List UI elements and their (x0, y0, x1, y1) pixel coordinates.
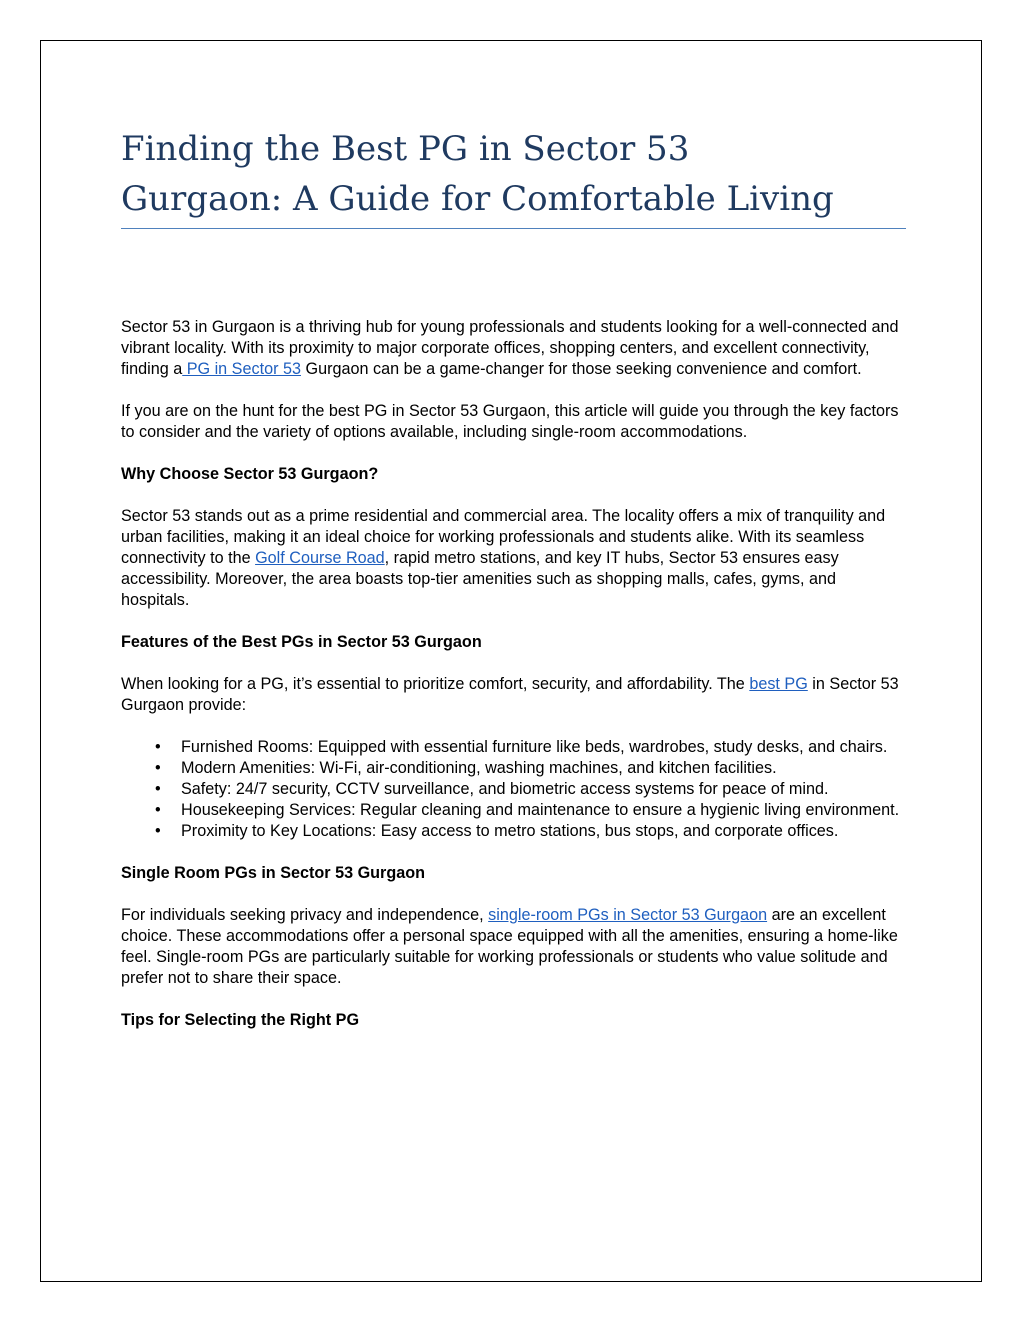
bullet-icon: • (155, 801, 161, 819)
single-text-after: are an excellent choice. These accommodations offer a personal space equipped with all the amenities, ensuring a home-like feel. Single-room PGs are particularly suitable for working professionals or students who value solitude and prefer not to share their space. (121, 906, 898, 987)
list-item (155, 800, 906, 821)
document-title (121, 124, 906, 229)
list-item-text: Furnished Rooms: Equipped with essential furniture like beds, wardrobes, study desks, and chairs. (181, 738, 888, 756)
heading-tips: Tips for Selecting the Right PG (121, 1011, 360, 1029)
features-list (121, 737, 906, 842)
golf-course-road-link[interactable]: Golf Course Road (255, 549, 385, 567)
features-text-after: in Sector 53 Gurgaon provide: (121, 675, 899, 714)
title-line-1: Finding the Best PG in Sector 53 (121, 129, 690, 169)
why-paragraph (121, 506, 906, 611)
bullet-icon: • (155, 759, 161, 777)
bullet-icon: • (155, 738, 161, 756)
heading-features: Features of the Best PGs in Sector 53 Gurgaon (121, 633, 482, 651)
title-line-2: Gurgaon: A Guide for Comfortable Living (121, 179, 834, 219)
list-item-text: Housekeeping Services: Regular cleaning and maintenance to ensure a hygienic living environment. (181, 801, 900, 819)
list-item (155, 758, 906, 779)
intro-paragraph-1 (121, 317, 906, 380)
bullet-icon: • (155, 822, 161, 840)
heading-single-room: Single Room PGs in Sector 53 Gurgaon (121, 864, 426, 882)
list-item (155, 737, 906, 758)
heading-why-choose: Why Choose Sector 53 Gurgaon? (121, 465, 379, 483)
bullet-icon: • (155, 780, 161, 798)
features-text-before: When looking for a PG, it’s essential to prioritize comfort, security, and affordability. The (121, 675, 750, 693)
why-text-after: , rapid metro stations, and key IT hubs, Sector 53 ensures easy accessibility. Moreover, the area boasts top-tier amenities such as shopping malls, cafes, gyms, and hospitals. (121, 549, 839, 609)
pg-in-sector-53-link[interactable]: PG in Sector 53 (182, 360, 301, 378)
list-item-text: Safety: 24/7 security, CCTV surveillance, and biometric access systems for peace of mind. (181, 780, 829, 798)
single-room-paragraph (121, 905, 906, 989)
intro-p1-text-before: Sector 53 in Gurgaon is a thriving hub for young professionals and students looking for a well-connected and vibrant locality. With its proximity to major corporate offices, shopping centers, and excellent connectivity, finding a (121, 318, 899, 378)
best-pg-link[interactable]: best PG (749, 675, 808, 693)
list-item (155, 821, 906, 842)
document-content (121, 124, 906, 1031)
intro-paragraph-2: If you are on the hunt for the best PG in Sector 53 Gurgaon, this article will guide you through the key factors to consider and the variety of options available, including single-room accommodations. (121, 402, 899, 441)
list-item-text: Modern Amenities: Wi-Fi, air-conditioning, washing machines, and kitchen facilities. (181, 759, 777, 777)
single-room-pgs-link[interactable]: single-room PGs in Sector 53 Gurgaon (488, 906, 768, 924)
list-item-text: Proximity to Key Locations: Easy access to metro stations, bus stops, and corporate offices. (181, 822, 839, 840)
single-text-before: For individuals seeking privacy and independence, (121, 906, 489, 924)
why-text-before: Sector 53 stands out as a prime residential and commercial area. The locality offers a mix of tranquility and urban facilities, making it an ideal choice for working professionals and students alike. With its seamless connectivity to the (121, 507, 886, 567)
features-paragraph (121, 674, 906, 716)
list-item (155, 779, 906, 800)
intro-p1-text-after: Gurgaon can be a game-changer for those seeking convenience and comfort. (300, 360, 862, 378)
